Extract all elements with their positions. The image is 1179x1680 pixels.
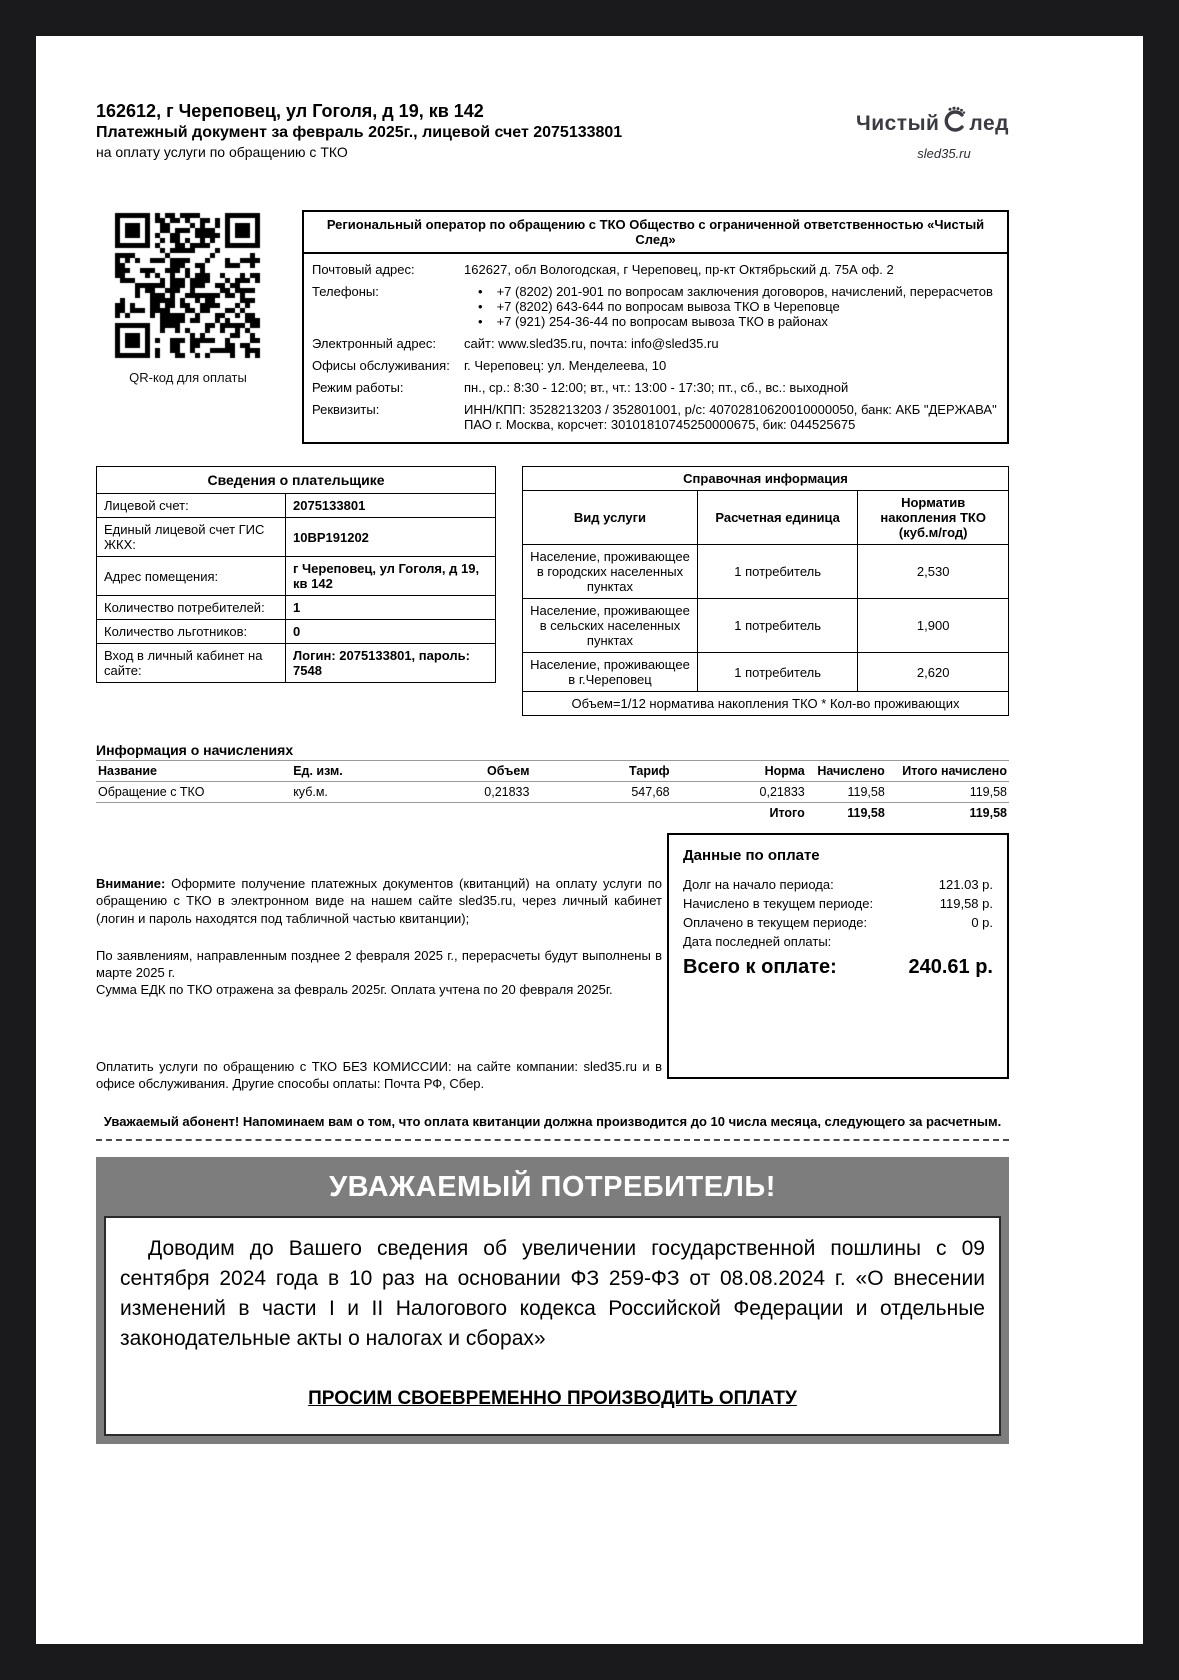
- cell-unit: 1 потребитель: [697, 653, 857, 692]
- column-header: Расчетная единица: [697, 491, 857, 545]
- phone-text: +7 (921) 254-36-44 по вопросам вывоза ТКО в районах: [496, 314, 828, 330]
- payment-row: [683, 933, 993, 952]
- brand-site: sled35.ru: [917, 146, 971, 161]
- banner-body-box: [104, 1216, 1001, 1435]
- qr-caption: QR-код для оплаты: [129, 370, 247, 386]
- cell-label: Лицевой счет:: [97, 494, 286, 518]
- payment-row: [683, 914, 993, 933]
- cell-value: 10ВР191202: [286, 518, 496, 557]
- payment-total-label: Всего к оплате:: [683, 955, 837, 978]
- cell-value: 1: [286, 596, 496, 620]
- phone-text: +7 (8202) 201-901 по вопросам заключения договоров, начислений, перерасчетов: [496, 284, 993, 300]
- payer-table-title: Сведения о плательщике: [97, 467, 496, 494]
- company-logo: [819, 100, 1009, 161]
- payment-label: Начислено в текущем периоде:: [683, 896, 874, 912]
- phone-item: [464, 299, 997, 314]
- table-row: [523, 692, 1009, 716]
- brand-name: [819, 104, 1009, 136]
- table-row: [97, 518, 496, 557]
- operator-title: Региональный оператор по обращению с ТКО Общество с ограниченной ответственностью «Чистый След»: [304, 212, 1007, 254]
- cell-unit: 1 потребитель: [697, 545, 857, 599]
- cell-label: Количество потребителей:: [97, 596, 286, 620]
- cell-total: 119,58: [887, 782, 1009, 803]
- attention-label: Внимание:: [96, 876, 166, 892]
- table-row: [523, 467, 1009, 491]
- operator-info-table: [302, 210, 1009, 444]
- column-header: Вид услуги: [523, 491, 698, 545]
- recipient-address: 162612, г Череповец, ул Гоголя, д 19, кв 142: [96, 101, 484, 121]
- payment-value: 119,58 р.: [939, 896, 993, 912]
- bullet-icon: •: [478, 299, 483, 315]
- table-row: [96, 803, 1009, 824]
- document-header: [96, 100, 1009, 162]
- payment-value: 0 р.: [971, 914, 993, 930]
- reminder-line: Уважаемый абонент! Напоминаем вам о том, что оплата квитанции должна производится до 10 числа месяца, следующего за расчетным.: [103, 1114, 1002, 1130]
- brand-name-right: лед: [969, 112, 1009, 135]
- edk-paragraph: Сумма ЕДК по ТКО отражена за февраль 2025г. Оплата учтена по 20 февраля 2025г.: [96, 981, 613, 997]
- table-row: [97, 644, 496, 683]
- operator-hours-value: пн., ср.: 8:30 - 12:00; вт., чт.: 13:00 - 17:30; пт., сб., вс.: выходной: [464, 380, 849, 396]
- column-header: Ед. изм.: [291, 761, 431, 782]
- brand-name-left: Чистый: [855, 112, 940, 135]
- payment-label: Долг на начало периода:: [683, 877, 834, 893]
- column-header: Норма: [672, 761, 807, 782]
- phone-item: [464, 314, 997, 329]
- cell-tariff: 547,68: [531, 782, 671, 803]
- cell-unit: 1 потребитель: [697, 599, 857, 653]
- table-row: [96, 761, 1009, 782]
- payment-row: [683, 895, 993, 914]
- payment-value: 121.03 р.: [938, 877, 993, 893]
- cell-norm: 1,900: [858, 599, 1009, 653]
- table-row: [523, 491, 1009, 545]
- cell-service: Население, проживающее в г.Череповец: [523, 653, 698, 692]
- operator-hours-label: Режим работы:: [312, 380, 404, 396]
- banner-title: УВАЖАЕМЫЙ ПОТРЕБИТЕЛЬ!: [329, 1171, 776, 1204]
- document-subtitle: на оплату услуги по обращению с ТКО: [96, 144, 348, 161]
- cell-label: Адрес помещения:: [97, 557, 286, 596]
- payer-reference-section: [96, 466, 1009, 716]
- notes-block: [96, 833, 662, 1098]
- payment-label: Оплачено в текущем периоде:: [683, 914, 868, 930]
- payment-title: Данные по оплате: [683, 847, 820, 865]
- reference-footnote: Объем=1/12 норматива накопления ТКО * Кол-во проживающих: [523, 692, 1009, 716]
- consumer-notice-banner: [96, 1157, 1009, 1443]
- table-row: [97, 596, 496, 620]
- operator-phones-list: [464, 284, 997, 329]
- table-row: [97, 467, 496, 494]
- cell-value: г Череповец, ул Гоголя, д 19, кв 142: [286, 557, 496, 596]
- phone-text: +7 (8202) 643-644 по вопросам вывоза ТКО в Череповце: [496, 299, 840, 315]
- phone-item: [464, 284, 997, 299]
- payment-total-row: [683, 956, 993, 979]
- document-title: Платежный документ за февраль 2025г., лицевой счет 2075133801: [96, 123, 623, 141]
- cell-norm: 0,21833: [672, 782, 807, 803]
- cell-value: Логин: 2075133801, пароль: 7548: [286, 644, 496, 683]
- payment-data-box: [667, 833, 1009, 1079]
- payment-label: Дата последней оплаты:: [683, 933, 832, 949]
- bullet-icon: •: [478, 314, 483, 330]
- payment-total-value: 240.61 р.: [908, 955, 993, 978]
- total-total: 119,58: [969, 806, 1007, 821]
- cell-value: 0: [286, 620, 496, 644]
- operator-offices-value: г. Череповец: ул. Менделеева, 10: [464, 358, 667, 374]
- operator-email-label: Электронный адрес:: [312, 336, 436, 352]
- header-text-block: [96, 100, 622, 162]
- reference-table-title: Справочная информация: [523, 467, 1009, 491]
- banner-footer-text: ПРОСИМ СВОЕВРЕМЕННО ПРОИЗВОДИТЬ ОПЛАТУ: [308, 1387, 797, 1409]
- total-accrued: 119,58: [847, 806, 885, 821]
- total-label: Итого: [769, 806, 805, 821]
- operator-postal-value: 162627, обл Вологодская, г Череповец, пр-кт Октябрьский д. 75А оф. 2: [464, 262, 894, 278]
- table-row: [523, 599, 1009, 653]
- cell-service: Население, проживающее в сельских населенных пунктах: [523, 599, 698, 653]
- cell-norm: 2,530: [858, 545, 1009, 599]
- qr-block: [96, 210, 276, 444]
- table-row: [97, 494, 496, 518]
- operator-phones-label: Телефоны:: [312, 284, 379, 300]
- column-header: Норматив накопления ТКО (куб.м/год): [858, 491, 1009, 545]
- table-row: [523, 653, 1009, 692]
- column-header: Начислено: [807, 761, 887, 782]
- operator-requisites-value: ИНН/КПП: 3528213203 / 352801001, р/с: 40702810620010000050, банк: АКБ "ДЕРЖАВА" ПАО г. Москва, корсчет: 30101810745250000675, бик: 044525675: [464, 402, 997, 433]
- cell-label: Количество льготников:: [97, 620, 286, 644]
- cut-line: [96, 1139, 1009, 1141]
- table-row: [523, 545, 1009, 599]
- table-row: [97, 620, 496, 644]
- operator-offices-label: Офисы обслуживания:: [312, 358, 450, 374]
- qr-code: [112, 210, 264, 362]
- column-header: Тариф: [531, 761, 671, 782]
- operator-rows: [304, 254, 1007, 442]
- cell-name: Обращение с ТКО: [96, 782, 291, 803]
- attention-text: Оформите получение платежных документов (квитанций) на оплату услуги по обращению с ТКО в электронном виде на нашем сайте sled35.ru, через личный кабинет (логин и пароль находятся под табличной частью квитанции);: [96, 876, 662, 926]
- payer-table: [96, 466, 496, 683]
- payment-row: [683, 876, 993, 895]
- accruals-table: [96, 760, 1009, 823]
- cell-value: 2075133801: [286, 494, 496, 518]
- operator-email-value: сайт: www.sled35.ru, почта: info@sled35.ru: [464, 336, 719, 352]
- notes-payment-section: [96, 833, 1009, 1098]
- reference-table: [522, 466, 1009, 716]
- operator-requisites-label: Реквизиты:: [312, 402, 380, 418]
- bullet-icon: •: [478, 284, 483, 300]
- qr-operator-section: [96, 210, 1009, 444]
- cell-label: Единый лицевой счет ГИС ЖКХ:: [97, 518, 286, 557]
- recalc-paragraph: По заявлениям, направленным позднее 2 февраля 2025 г., перерасчеты будут выполнены в марте 2025 г.: [96, 947, 662, 980]
- column-header: Итого начислено: [887, 761, 1009, 782]
- banner-body-text: Доводим до Вашего сведения об увеличении государственной пошлины с 09 сентября 2024 года в 10 раз на основании ФЗ 259-ФЗ от 08.08.2024 г. «О внесении изменений в части I и II Налогового кодекса Российской Федерации и отдельные законодательные акты о налогах и сборах»: [120, 1237, 985, 1350]
- cell-label: Вход в личный кабинет на сайте:: [97, 644, 286, 683]
- cell-accrued: 119,58: [807, 782, 887, 803]
- operator-postal-label: Почтовый адрес:: [312, 262, 415, 278]
- footprint-icon: [941, 106, 967, 138]
- cell-unit: куб.м.: [291, 782, 431, 803]
- table-row: [97, 557, 496, 596]
- accruals-title: Информация о начислениях: [96, 742, 294, 759]
- column-header: Название: [96, 761, 291, 782]
- cell-volume: 0,21833: [431, 782, 531, 803]
- table-row: [96, 782, 1009, 803]
- cell-norm: 2,620: [858, 653, 1009, 692]
- cell-service: Население, проживающее в городских населенных пунктах: [523, 545, 698, 599]
- payment-document-page: [36, 36, 1143, 1644]
- column-header: Объем: [431, 761, 531, 782]
- attention-paragraph: [96, 875, 662, 926]
- pay-no-commission-paragraph: Оплатить услуги по обращению с ТКО БЕЗ КОМИССИИ: на сайте компании: sled35.ru и в офисе обслуживания. Другие способы оплаты: Почта РФ, Сбер.: [96, 1059, 662, 1092]
